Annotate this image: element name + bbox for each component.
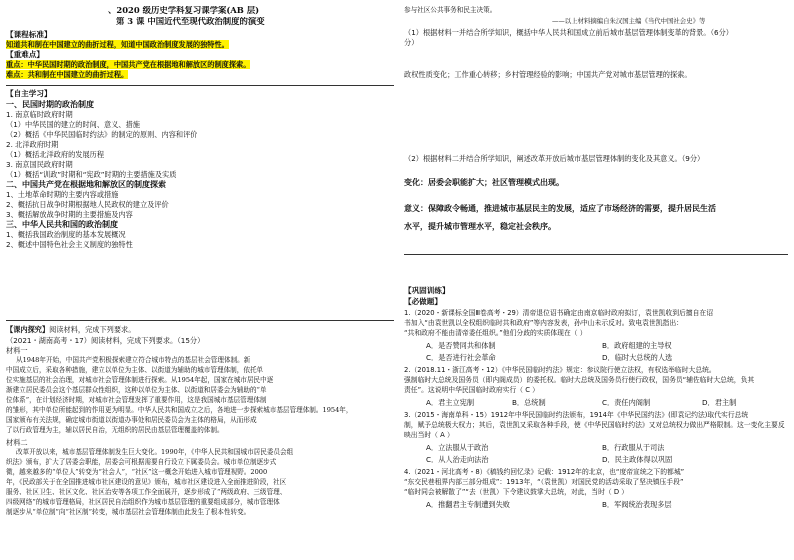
outline-item: （1）概括“训政”时期和“宪政”时期的主要措施及实质	[6, 170, 177, 179]
material-continuation: 参与社区公共事务和民主决策。	[404, 6, 497, 14]
mcq-option: C．从人治走向法治	[426, 455, 489, 464]
header-level: 、2020 级历史学科复习课学案(AB 层)	[108, 6, 260, 15]
mcq-option: B．军阀统治表现多层	[602, 500, 672, 509]
self-study-heading: 【自主学习】	[6, 89, 52, 98]
answer-one: 政权性质变化；工作重心转移；乡村管理经验的影响；中国共产党对城市基层管理的探索。	[404, 70, 692, 79]
mcq-option: C．责任内阁制	[602, 398, 651, 407]
outline-item: 1、土地革命时期的主要内容或措施	[6, 190, 119, 199]
outline-item: 2. 北洋政府时期	[6, 140, 59, 149]
mcq-three: 制，赋予总统极大权力；其后，袁世凯又采取各种手段，使《中华民国临时约法》又对总统权力做出严格限制。这一变化主要反	[404, 421, 785, 429]
outline-item: 1. 南京临时政府时期	[6, 110, 73, 119]
material-line: 位体系”，在计划经济时期，对城市社会管理发挥了重要作用，这是我国城市基层管理体制	[6, 396, 267, 404]
required-heading: 【必做题】	[404, 297, 442, 306]
material-line: 中国成立后，采取各种措施，建立以单位为主体、以街道为辅助的城市管理体制，依托单	[6, 366, 264, 374]
inquiry-line: 【课内探究】阅读材料，完成下列要求。	[6, 325, 136, 334]
answer-two-meaning-cont: 水平，提升城市管理水平，稳定社会秩序。	[404, 222, 556, 231]
key-point-text: 重点：中华民国时期的政治制度，中国共产党在根据地和解放区的制度探索。	[6, 60, 251, 69]
key-points-heading: 【重难点】	[6, 50, 44, 59]
outline-item: （2）概括《中华民国临时约法》的制定的原则、内容和评价	[6, 130, 198, 139]
material-two-label: 材料二	[6, 438, 28, 447]
question-source: （2021・湖南高考・17）阅读材料，完成下列要求。（15分）	[6, 336, 205, 345]
mcq-option: C．是否进行社会革命	[426, 353, 496, 362]
outline-item: 2、概述中国特色社会主义制度的独特性	[6, 240, 133, 249]
material-line: 渐建立居民委员会这个基层群众性组织，这种以单位为主体、以街道和居委会为辅助的“单	[6, 386, 267, 394]
divider	[404, 254, 788, 255]
mcq-option: D．临时大总统的人选	[602, 353, 673, 362]
question-two: （2）根据材料二并结合所学知识，阐述改革开放后城市基层管理体制的变化及其意义。（9分）	[404, 154, 705, 163]
material-line: 国家颁布有关法规，确定城市街道以街道办事处和居民委员会为主体的格局，从而形成	[6, 416, 257, 424]
outline-item: 3、概括解放战争时期的主要措施及内容	[6, 210, 133, 219]
material-citation: ——以上材料摘编自朱汉国主编《当代中国社会史》等	[552, 17, 706, 25]
material-line: 位实施基层的社会治理，对城市社会管理体制进行探索。从1954年起，国家在城市居民中逐	[6, 376, 274, 384]
answer-two-meaning: 意义：保障政令畅通，推进城市基层民主的发展，适应了市场经济的需要，提升居民生活	[404, 204, 716, 213]
outline-item: 三、中华人民共和国的政治制度	[6, 220, 118, 229]
mcq-option: D．君主制	[702, 398, 737, 407]
material-line: 微，越来越多的“单位人”转变为“社会人”，“社区”这一概念开始进入城市管理视野。2000	[6, 468, 268, 476]
mcq-two: 强制临时大总统及国务员（即内阁成员）的委托权。临时大总统及国务员行使行政权，国务员“辅佐临时大总统，负其	[404, 376, 755, 384]
mcq-two: 责任”。这说明中华民国临时政府实行（ C ）	[404, 386, 539, 394]
lesson-title: 第 3 课 中国近代至现代政治制度的演变	[116, 17, 265, 26]
divider	[6, 85, 394, 86]
material-line: 四级网络”的城市管理格局，社区居民自治组织作为城市基层管理的重要组成部分，城市管理体	[6, 498, 280, 506]
outline-item: 二、中国共产党在根据地和解放区的制度探索	[6, 180, 166, 189]
mcq-option: B．总统制	[512, 398, 546, 407]
mcq-three: 映出当时（ A ）	[404, 431, 454, 439]
mcq-four: “临时同会被解散了”“去（世凯）下令建议鼓掌大总统，对此，当时（ D ）	[404, 488, 629, 496]
material-one-label: 材料一	[6, 346, 28, 355]
mcq-one: “共和政府不能由清帝委任组织。”他们分歧的实质体现在（ ）	[404, 329, 587, 337]
standard-text: 知道共和制在中国建立的曲折过程，知道中国政治制度发展的独特性。	[6, 40, 229, 49]
material-line: 制逐步从“单位制”向“社区制”转变，城市基层社会管理体制由此发生了根本性转变。	[6, 508, 251, 516]
outline-item: 1、概括我国政治制度的基本发展概况	[6, 230, 126, 239]
answer-two-change: 变化：居委会职能扩大；社区管理模式出现。	[404, 178, 564, 187]
outline-item: （1）中华民国的建立的时间、意义、措施	[6, 120, 140, 129]
mcq-three: 3.（2015・海南单科・15）1912年中华民国临时约法颁布，1914年《中华民国约法》(即袁记约法)取代实行总统	[404, 411, 749, 419]
mcq-option: B．政府组建的主导权	[602, 341, 672, 350]
outline-item: （1）概括北洋政府的发展历程	[6, 150, 105, 159]
mcq-option: A．推翻君主专制遭到失败	[426, 500, 510, 509]
material-line: 服务、社区卫生、社区文化、社区治安等各项工作全面展开，逐步形成了“两级政府、三级管理、	[6, 488, 287, 496]
mcq-one: 书加入“由袁世凯以全权组织临时共和政府”等内容发表，孙中山未示反对。致电袁世凯指出：	[404, 319, 683, 327]
mcq-option: D．民主政体得以巩固	[602, 455, 673, 464]
mcq-option: B．行政服从于司法	[602, 443, 665, 452]
difficulty-text: 难点：共和制在中国建立的曲折过程。	[6, 70, 129, 79]
practice-heading: 【巩固训练】	[404, 286, 450, 295]
outline-item: 一、民国时期的政治制度	[6, 100, 94, 109]
material-line: 了以行政管理为主，辅以居民自治，无组织的居民由基层管理覆盖的体制。	[6, 426, 224, 434]
divider	[6, 320, 394, 321]
mcq-option: A．君主立宪制	[426, 398, 475, 407]
mcq-four: “东交民巷租界内部三部分组成”：1913年，“（袁世凯）对国民党的活动采取了坚决镇压手段”	[404, 478, 684, 486]
standard-heading: 【课程标准】	[6, 30, 52, 39]
question-one-cont: 分）	[404, 38, 419, 47]
outline-item: 3. 南京国民政府时期	[6, 160, 73, 169]
material-line: 的雏形，其中单位所能起到的作用更为明显。中华人民共和国成立之后，各地进一步探索城市基层管理体制。1954年，	[6, 406, 353, 414]
material-line: 年，《民政部关于在全国推进城市社区建设的意见》颁布，城市社区建设进入全面推进阶段，社区	[6, 478, 287, 486]
mcq-option: A．是否赞同共和体制	[426, 341, 496, 350]
mcq-four: 4.（2021・河北高考・8）《稿钱约回忆录》记载：1912年的北京，也“度帝宣统之下的都城”	[404, 468, 685, 476]
material-line: 织法》颁布，扩大了居委会职能，居委会可根据需要自行设立下属委员会。城市单位制逐步式	[6, 458, 277, 466]
mcq-one: 1.（2020・新课标全国Ⅲ卷高考・29）清帝退位诏书确定由南京临时政府拟订，袁世凯收到后擅自在诏	[404, 309, 713, 317]
mcq-option: A．立法服从于政治	[426, 443, 489, 452]
question-one: （1）根据材料一并结合所学知识，概括中华人民共和国成立前后城市基层管理体制变革的背景。（6分）	[404, 28, 733, 37]
mcq-two: 2.（2018.11・浙江高考・12）《中华民国临时约法》规定：参议院行使立法权，有权选举临时大总统。	[404, 366, 716, 374]
material-line: 从1948年开始，中国共产党积极探索建立符合城市特点的基层社会管理体制。新	[16, 356, 251, 364]
material-line: 改革开放以来，城市基层管理体制发生巨大变化。1990年，《中华人民共和国城市居民委员会组	[16, 448, 294, 456]
outline-item: 2、概括抗日战争时期根据地人民政权的建立及评价	[6, 200, 169, 209]
